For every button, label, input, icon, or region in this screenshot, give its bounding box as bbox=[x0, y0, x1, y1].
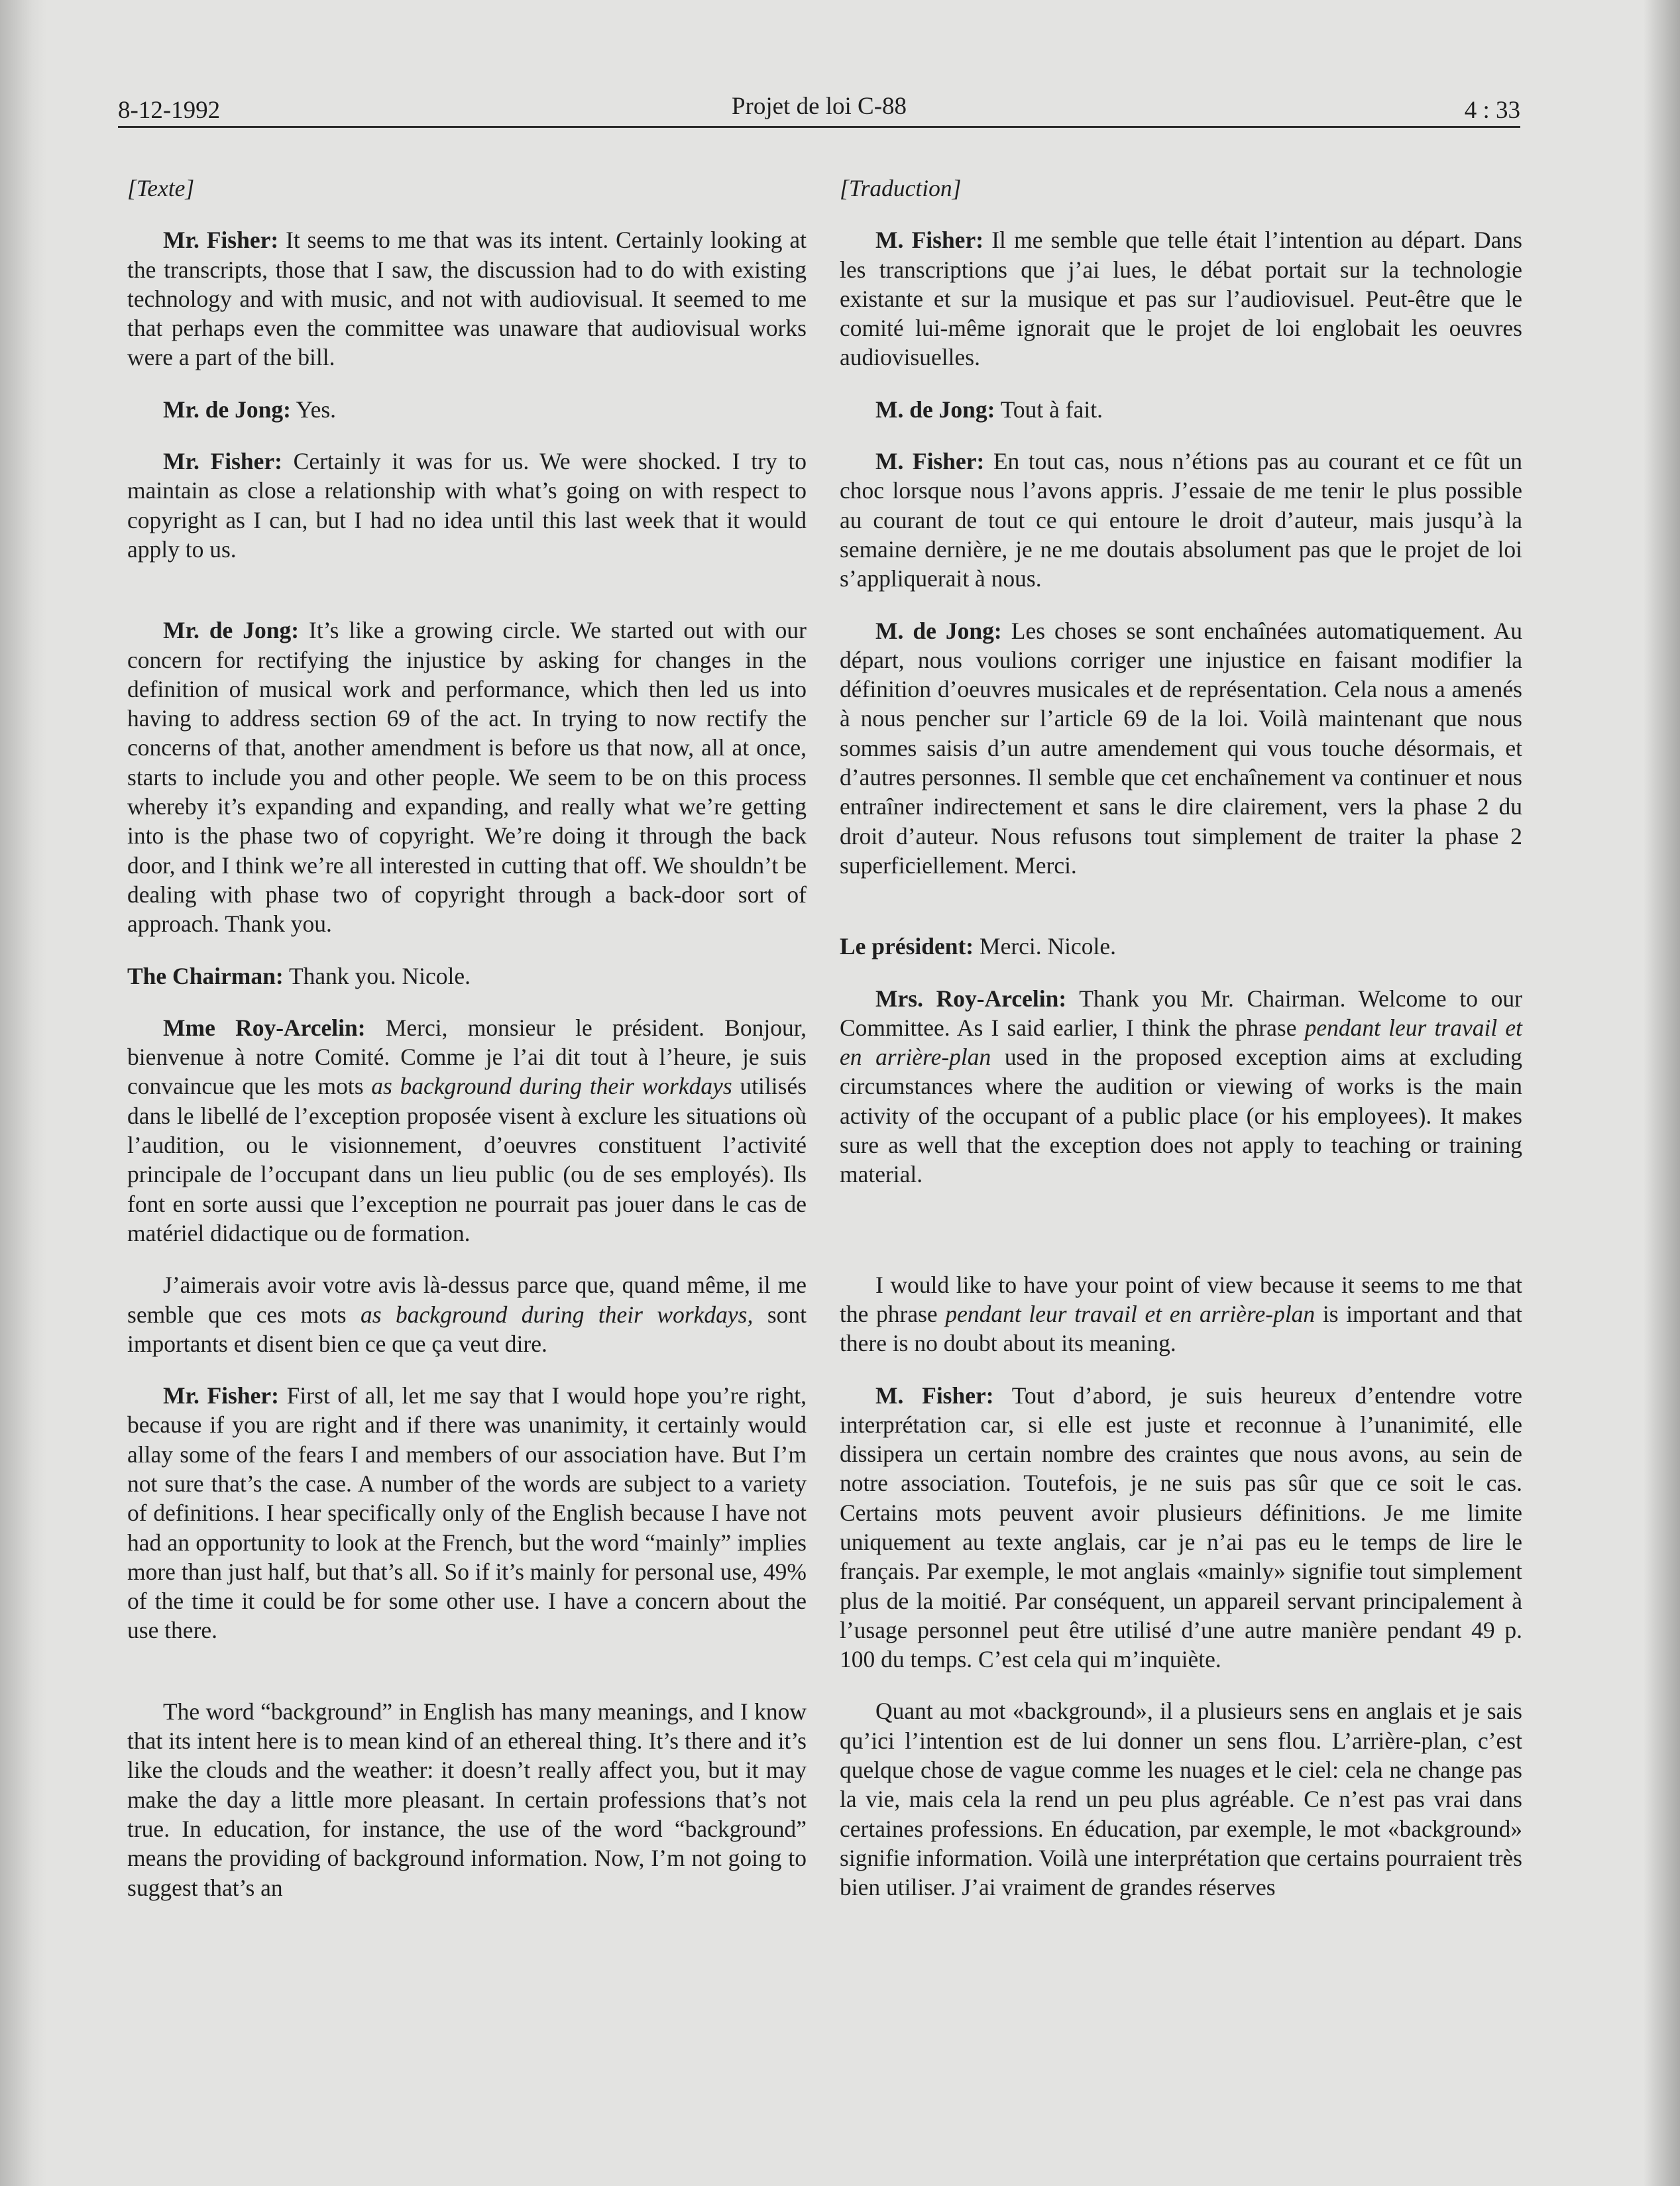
paragraph: The Chairman: Thank you. Nicole. bbox=[127, 962, 471, 989]
paragraph: Le président: Merci. Nicole. bbox=[840, 933, 1117, 960]
speaker-name: M. de Jong: bbox=[875, 617, 1002, 644]
paragraph: Mme Roy-Arcelin: Merci, monsieur le président. Bonjour, bienvenue à notre Comité. Comme je l’ai dit tout à l’heure, je suis convaincue que les mots as background during their workdays utilisés dans le libellé de l’exception proposée visent à exclure les situations où l’audition, ou le visionnement, d’oeuvres constituent l’activité principale de l’occupant dans un lieu public (ou de ses employés). Ils font en sorte aussi que l’exception ne pourrait pas jouer dans le cas de matériel didactique ou de formation. bbox=[127, 1014, 807, 1246]
header-title: Projet de loi C-88 bbox=[731, 93, 907, 120]
header-date: 8-12-1992 bbox=[118, 97, 221, 124]
speaker-name: M. Fisher: bbox=[875, 448, 985, 475]
page-header bbox=[118, 91, 1520, 128]
paragraph: Mr. Fisher: First of all, let me say that I would hope you’re right, because if you are right and if there was unanimity, it certainly would allay some of the fears I and members of our association have. But I’m not sure that’s the case. A number of the words are subject to a variety of definitions. I hear specifically only of the English because I have not had an opportunity to look at the French, but the word “mainly” implies more than just half, but that’s all. So if it’s mainly for personal use, 49% of the time it could be for some other use. I have a concern about the use there. bbox=[127, 1382, 807, 1644]
speaker-name: Mme Roy-Arcelin: bbox=[163, 1014, 366, 1041]
speaker-name: Mr. Fisher: bbox=[163, 227, 279, 254]
speaker-name: Mr. Fisher: bbox=[163, 448, 282, 475]
paragraph: Mr. Fisher: It seems to me that was its intent. Certainly looking at the transcripts, those that I saw, the discussion had to do with existing technology and with music, and not with audiovisual. It seemed to me that perhaps even the committee was unaware that audiovisual works were a part of the bill. bbox=[127, 227, 807, 371]
left-column bbox=[127, 174, 807, 1902]
paragraph: J’aimerais avoir votre avis là-dessus parce que, quand même, il me semble que ces mots as background during their workdays, sont importants et disent bien ce que ça veut dire. bbox=[127, 1272, 807, 1357]
paragraph: M. de Jong: Tout à fait. bbox=[875, 396, 1103, 423]
section-label-texte: [Texte] bbox=[127, 175, 195, 201]
page-left-shadow bbox=[0, 0, 46, 2186]
paragraph: Mr. Fisher: Certainly it was for us. We were shocked. I try to maintain as close a relationship with what’s going on with respect to copyright as I can, but I had no idea until this last week that it would apply to us. bbox=[127, 448, 807, 563]
paragraph: Mr. de Jong: It’s like a growing circle. We started out with our concern for rectifying the injustice by asking for changes in the definition of musical work and performance, which then led us into having to address section 69 of the act. In trying to now rectify the concerns of that, another amendment is before us that now, all at once, starts to include you and other people. We seem to be on this process whereby it’s expanding and expanding, and really what we’re getting into is the phase two of copyright. We’re doing it through the back door, and I think we’re all interested in cutting that off. We shouldn’t be dealing with phase two of copyright through a back-door sort of approach. Thank you. bbox=[127, 617, 807, 938]
speaker-name: M. de Jong: bbox=[875, 396, 995, 423]
paragraph: M. de Jong: Les choses se sont enchaînées automatiquement. Au départ, nous voulions corriger une injustice en faisant modifier la définition d’oeuvres musicales et de représentation. Cela nous a amenés à nous pencher sur l’article 69 de la loi. Voilà maintenant que nous sommes saisis d’un autre amendement qui vous touche désormais, et d’autres personnes. Il semble que cet enchaînement va continuer et nous entraîner indirectement et sans le dire clairement, vers la phase 2 du droit d’auteur. Nous refusons tout simplement de traiter la phase 2 superficiellement. Merci. bbox=[840, 617, 1523, 879]
section-label-traduction: [Traduction] bbox=[840, 175, 962, 201]
paragraph: Mr. de Jong: Yes. bbox=[163, 396, 337, 423]
speaker-name: Le président: bbox=[840, 933, 974, 960]
speaker-name: The Chairman: bbox=[127, 962, 284, 989]
right-column bbox=[840, 174, 1522, 1902]
speaker-name: Mr. Fisher: bbox=[163, 1382, 279, 1409]
speaker-name: Mr. de Jong: bbox=[163, 396, 291, 423]
speaker-name: M. Fisher: bbox=[875, 1382, 994, 1409]
paragraph: M. Fisher: Il me semble que telle était l’intention au départ. Dans les transcriptions que j’ai lues, le débat portait sur la technologie existante et sur la musique et pas sur l’audiovisuel. Peut-être que le comité lui-même ignorait que le projet de loi englobait les oeuvres audiovisuelles. bbox=[840, 227, 1523, 371]
header-page-number: 4 : 33 bbox=[1464, 97, 1520, 124]
speaker-name: M. Fisher: bbox=[875, 227, 984, 254]
paragraph: M. Fisher: Tout d’abord, je suis heureux d’entendre votre interprétation car, si elle est juste et reconnue à l’unanimité, elle dissipera un certain nombre des craintes que nous avons, au sein de notre association. Toutefois, je ne suis pas sûr que ce soit le cas. Certains mots peuvent avoir plusieurs définitions. Je me limite uniquement au texte anglais, car je n’ai pas eu le temps de lire le français. Par exemple, le mot anglais «mainly» signifie tout simplement plus de la moitié. Par conséquent, un appareil servant principalement à l’usage personnel peut être utilisé d’une autre manière pendant 49 p. 100 du temps. C’est cela qui m’inquiète. bbox=[840, 1382, 1523, 1673]
paragraph: The word “background” in English has many meanings, and I know that its intent here is to mean kind of an ethereal thing. It’s there and it’s like the clouds and the weather: it doesn’t really affect you, but it may make the day a little more pleasant. In certain professions that’s not true. In education, for instance, the use of the word “background” means the providing of background information. Now, I’m not going to suggest that’s an bbox=[127, 1698, 807, 1901]
paragraph: M. Fisher: En tout cas, nous n’étions pas au courant et ce fût un choc lorsque nous l’avons appris. J’essaie de me tenir le plus possible au courant de tout ce qui entoure le droit d’auteur, mais jusqu’à la semaine dernière, je ne me doutais absolument pas que le projet de loi s’appliquerait à nous. bbox=[840, 448, 1523, 592]
paragraph: Mrs. Roy-Arcelin: Thank you Mr. Chairman. Welcome to our Committee. As I said earlier, I think the phrase pendant leur travail et en arrière-plan used in the proposed exception aims at excluding circumstances where the audition or viewing of works is the main activity of the occupant of a public place (or his employees). It makes sure as well that the exception does not apply to teaching or training material. bbox=[840, 985, 1523, 1188]
page-right-shadow bbox=[1644, 0, 1680, 2186]
speaker-name: Mrs. Roy-Arcelin: bbox=[875, 985, 1067, 1012]
speaker-name: Mr. de Jong: bbox=[163, 617, 300, 644]
paragraph: I would like to have your point of view because it seems to me that the phrase pendant leur travail et en arrière-plan is important and that there is no doubt about its meaning. bbox=[840, 1271, 1523, 1357]
paragraph: Quant au mot «background», il a plusieurs sens en anglais et je sais qu’ici l’intention est de lui donner un sens flou. L’arrière-plan, c’est quelque chose de vague comme les nuages et le ciel: cela ne change pas la vie, mais cela la rend un peu plus agréable. Ce n’est pas vrai dans certaines professions. En éducation, par exemple, le mot «background» signifie information. Voilà une interprétation que certains pourraient très bien utiliser. J’ai vraiment de grandes réserves bbox=[840, 1698, 1522, 1901]
